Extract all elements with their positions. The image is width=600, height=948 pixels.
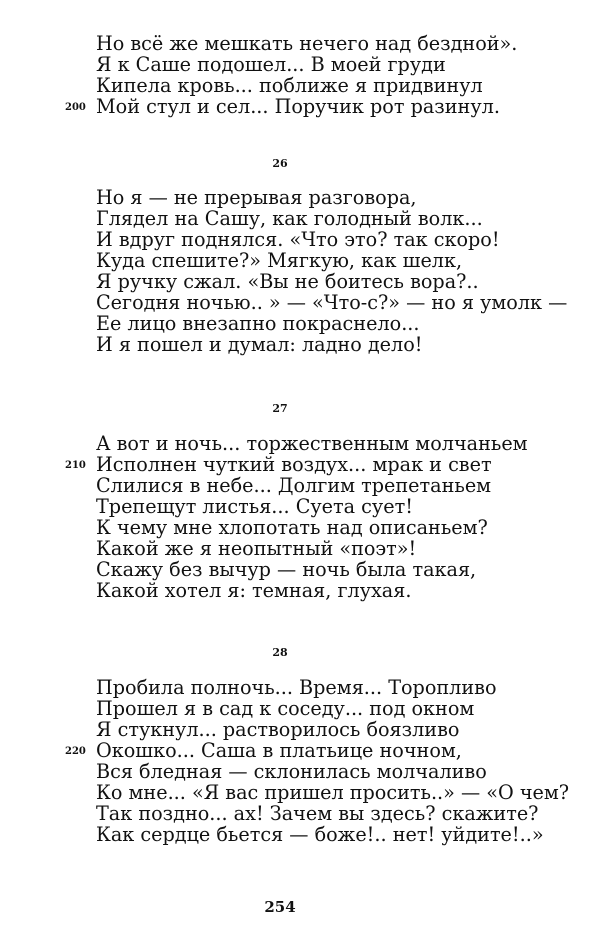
verse-line <box>96 433 576 454</box>
line-text: Куда спешите?» Мягкую, как шелк, <box>96 249 463 272</box>
verse-line <box>96 250 576 271</box>
verse-line <box>96 782 576 803</box>
verse-line <box>65 453 576 476</box>
line-text: Мой стул и сел... Поручик рот разинул. <box>96 95 500 118</box>
line-text: Прошел я в сад к соседу... под окном <box>96 697 475 720</box>
line-text: Вся бледная — склонилась молчаливо <box>96 760 487 783</box>
stanza-number: 27 <box>272 402 288 415</box>
line-text: Исполнен чуткий воздух... мрак и свет <box>96 453 492 476</box>
verse-line <box>96 803 576 824</box>
line-number: 220 <box>65 746 86 757</box>
line-text: Я стукнул... растворилось боязливо <box>96 718 460 741</box>
line-number: 210 <box>65 460 86 471</box>
line-text: Как сердце бьется — боже!.. нет! уйдите!..» <box>96 823 544 846</box>
verse-line <box>96 75 576 96</box>
verse-line <box>96 698 576 719</box>
verse-line <box>96 824 576 845</box>
line-text: А вот и ночь... торжественным молчаньем <box>96 432 528 455</box>
line-text: Глядел на Сашу, как голодный волк... <box>96 207 483 230</box>
verse-line <box>96 33 576 54</box>
verse-line <box>65 739 576 762</box>
line-text: Я ручку сжал. «Вы не боитесь вора?.. <box>96 270 479 293</box>
verse-line <box>96 677 576 698</box>
verse-line <box>96 187 576 208</box>
line-text: Но я — не прерывая разговора, <box>96 186 417 209</box>
line-text: И вдруг поднялся. «Что это? так скоро! <box>96 228 500 251</box>
verse-line <box>96 271 576 292</box>
line-text: Какой же я неопытный «поэт»! <box>96 537 417 560</box>
line-text: Но всё же мешкать нечего над бездной». <box>96 32 518 55</box>
line-text: Кипела кровь... поближе я придвинул <box>96 74 483 97</box>
stanza-number: 26 <box>272 157 288 170</box>
line-number: 200 <box>65 102 86 113</box>
line-text: Слилися в небе... Долгим трепетаньем <box>96 474 492 497</box>
stanza-continuation <box>65 32 576 118</box>
line-text: Какой хотел я: темная, глухая. <box>96 579 412 602</box>
stanza-number: 28 <box>272 646 288 659</box>
line-text: Так поздно... ах! Зачем вы здесь? скажите? <box>96 802 539 825</box>
verse-line <box>65 95 576 118</box>
verse-line <box>96 54 576 75</box>
verse-line <box>96 313 576 334</box>
line-text: Ко мне... «Я вас пришел просить..» — «О чем? <box>96 781 570 804</box>
verse-line <box>96 208 576 229</box>
verse-line <box>96 334 576 355</box>
stanza-28 <box>65 676 576 846</box>
verse-line <box>96 719 576 740</box>
verse-line <box>96 475 576 496</box>
line-text: Пробила полночь... Время... Торопливо <box>96 676 497 699</box>
line-text: Я к Саше подошел... В моей груди <box>96 53 446 76</box>
verse-line <box>96 496 576 517</box>
line-text: Окошко... Саша в платьице ночном, <box>96 739 462 762</box>
verse-line <box>96 229 576 250</box>
stanza-27 <box>65 432 576 602</box>
line-text: Скажу без вычур — ночь была такая, <box>96 558 477 581</box>
page-number: 254 <box>264 898 296 916</box>
verse-line <box>96 580 576 601</box>
line-text: Трепещут листья... Суета сует! <box>96 495 413 518</box>
line-text: К чему мне хлопотать над описаньем? <box>96 516 488 539</box>
stanza-26 <box>96 187 576 355</box>
verse-line <box>96 292 576 313</box>
line-text: Ее лицо внезапно покраснело... <box>96 312 420 335</box>
line-text: Сегодня ночью.. » — «Что-с?» — но я умолк — <box>96 291 568 314</box>
line-text: И я пошел и думал: ладно дело! <box>96 333 423 356</box>
verse-line <box>96 517 576 538</box>
verse-line <box>96 538 576 559</box>
verse-line <box>96 761 576 782</box>
verse-line <box>96 559 576 580</box>
